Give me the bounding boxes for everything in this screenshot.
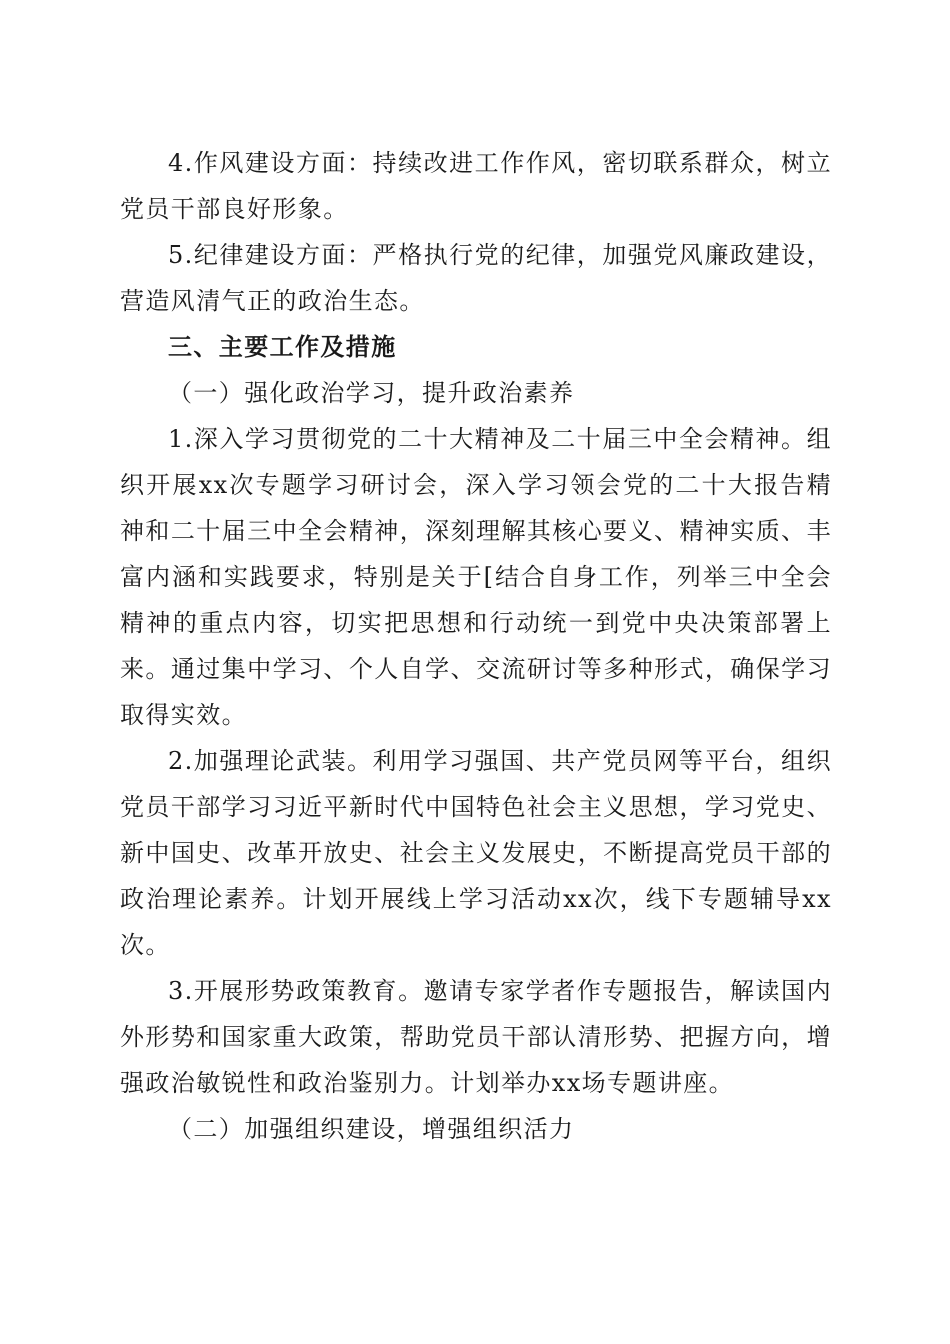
paragraph-policy-education: 3.开展形势政策教育。邀请专家学者作专题报告，解读国内外形势和国家重大政策，帮助党员干部认清形势、把握方向，增强政治敏锐性和政治鉴别力。计划举办xx场专题讲座。 xyxy=(120,977,832,1097)
subsection-heading-political-study: （一）强化政治学习，提升政治素养 xyxy=(168,379,575,407)
paragraph-study-spirit: 1.深入学习贯彻党的二十大精神及二十届三中全会精神。组织开展xx次专题学习研讨会，深入学习领会党的二十大报告精神和二十届三中全会精神，深刻理解其核心要义、精神实质、丰富内涵和实践要求，特别是关于[结合自身工作，列举三中全会精神的重点内容，切实把思想和行动统一到党中央决策部署上来。通过集中学习、个人自学、交流研讨等多种形式，确保学习取得实效。 xyxy=(120,425,832,729)
document-body xyxy=(120,140,832,1152)
paragraph-theory: 2.加强理论武装。利用学习强国、共产党员网等平台，组织党员干部学习习近平新时代中国特色社会主义思想，学习党史、新中国史、改革开放史、社会主义发展史，不断提高党员干部的政治理论素养。计划开展线上学习活动xx次，线下专题辅导xx次。 xyxy=(120,747,832,959)
section-heading-main-work: 三、主要工作及措施 xyxy=(168,333,397,361)
paragraph-discipline: 5.纪律建设方面：严格执行党的纪律，加强党风廉政建设，营造风清气正的政治生态。 xyxy=(120,241,832,315)
subsection-heading-organization: （二）加强组织建设，增强组织活力 xyxy=(168,1115,575,1143)
paragraph-work-style: 4.作风建设方面：持续改进工作作风，密切联系群众，树立党员干部良好形象。 xyxy=(120,149,832,223)
